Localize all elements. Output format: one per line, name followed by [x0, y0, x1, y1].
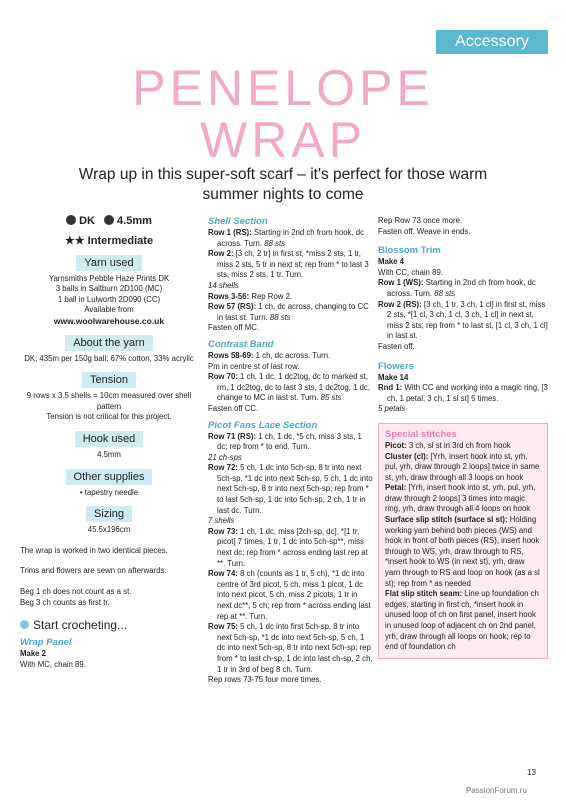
- subtitle: Wrap up in this super-soft scarf – it's perfect for those warm summer nights to come: [78, 166, 488, 203]
- picot-fans-heading: Picot Fans Lace Section: [208, 419, 318, 431]
- row-label: Row 71 (RS):: [208, 431, 257, 441]
- row-text: 5 ch, 1 dc into 5ch-sp, 8 tr into next 5ch-sp, *1 dc into next 5ch-sp, 5 ch, 1 dc into next 5ch-sp, 8 tr into next 5ch-sp; rep from * to last 5ch-sp, 1 dc into 5ch-sp, 2 ch, 1 tr in last dc. Turn.: [217, 463, 373, 515]
- row-label: Rnd 1:: [378, 383, 403, 393]
- row-count: 14 shells: [208, 280, 239, 290]
- stitch-text: 3 ch, sl st in 3rd ch from hook: [406, 440, 511, 450]
- instruction-row: [208, 527, 374, 569]
- instruction-row: [208, 249, 374, 281]
- instruction-row: [208, 292, 374, 303]
- trim-with: With CC, chain 89.: [378, 267, 443, 277]
- row-label: Row 72:: [208, 463, 238, 473]
- row-text: 1 ch, dc across. Turn.: [253, 350, 331, 360]
- sizing-text: 45.5x196cm: [87, 525, 131, 535]
- fasten-off-text: Fasten off MC.: [208, 323, 259, 333]
- stitch-label: Flat slip stitch seam:: [385, 589, 463, 599]
- instruction-row: [378, 300, 548, 342]
- instruction-row: [208, 569, 374, 622]
- flowers-make: Make 14: [378, 372, 409, 382]
- stitch-text: Holding working yarn behind both pieces (WS) and hook in front of both pieces (RS), insert hook through to WS, yrh, draw through to RS, *insert hook to WS (in next st), yrh, draw yarn through to RS and loop on hook (as a sl st); rep from * as needed: [385, 515, 540, 588]
- flowers-heading: Flowers: [378, 360, 414, 372]
- row-count: 85 sts: [320, 393, 342, 403]
- column-info: [20, 212, 198, 670]
- about-yarn-heading: About the yarn: [65, 335, 153, 351]
- row-text: 8 ch (counts as 1 tr, 5 ch), *1 dc into centre of 3rd picot, 5 ch, miss 1 picot, 1 dc into next picot, 5 ch, miss 2 picots, 1 tr in next dc**, 5 ch; rep from * across ending last rep at **. Turn.: [217, 569, 371, 621]
- stitch-definition: [385, 452, 541, 484]
- stitch-definition: [385, 589, 541, 653]
- row-label: Row 2:: [208, 249, 234, 259]
- difficulty-level: ★★ Intermediate: [64, 235, 154, 247]
- hook-used-text: 4.5mm: [97, 449, 121, 459]
- special-stitches-box: [378, 423, 548, 659]
- note-text: Beg 3 ch counts as first tr.: [20, 597, 110, 607]
- stitch-label: Surface slip stitch (surface sl st):: [385, 515, 508, 525]
- row-label: Rows 3-56:: [208, 291, 250, 301]
- row-count: 5 petals: [378, 404, 406, 414]
- instruction-row: [208, 372, 374, 404]
- about-yarn-text: DK; 435m per 150g ball; 67% cotton, 33% acrylic: [24, 353, 194, 363]
- row-label: Row 70:: [208, 372, 238, 382]
- stitch-label: Picot:: [385, 440, 407, 450]
- row-count: 88 sts: [434, 288, 456, 298]
- instruction-row: [378, 383, 548, 404]
- pattern-title-line2: WRAP: [200, 112, 366, 168]
- tension-note: Tension is not critical for this project.: [46, 412, 172, 422]
- column-instructions: [208, 216, 374, 686]
- row-label: Row 75:: [208, 622, 238, 632]
- instruction-note: Rep rows 73-75 four more times.: [208, 675, 322, 685]
- row-label: Row 1 (RS):: [208, 228, 252, 237]
- instruction-row: [208, 351, 374, 362]
- row-count: 88 sts: [269, 312, 291, 322]
- row-label: Row 73:: [208, 526, 238, 536]
- yarn-line: 1 ball in Lulworth 2D090 (CC): [57, 294, 161, 304]
- stitch-definition: [385, 515, 541, 589]
- sizing-heading: Sizing: [86, 506, 132, 522]
- circle-bullet-icon: [20, 620, 29, 629]
- other-supplies-heading: Other supplies: [66, 469, 153, 485]
- stitch-label: Cluster (cl):: [385, 451, 429, 461]
- fasten-off-text: Fasten off. Weave in ends.: [378, 226, 471, 236]
- wrap-panel-make: Make 2: [20, 649, 47, 659]
- row-text: Starting in 2nd ch from hook, dc across. Turn.: [387, 278, 536, 298]
- row-text: With CC and working into a magic ring, [3 ch, 1 petal, 3 ch, 1 sl st] 5 times.: [387, 383, 548, 403]
- row-count: 21 ch-sps: [208, 452, 242, 462]
- row-text: Rep Row 2.: [249, 291, 293, 301]
- instruction-note: Pm in centre st of last row.: [208, 361, 300, 371]
- hook-size-icon: [104, 215, 114, 225]
- fasten-off-text: Fasten off.: [378, 341, 415, 351]
- stitch-label: Petal:: [385, 483, 407, 493]
- row-text: 1 ch, 1 dc, *5 ch, miss 3 sts, 1 dc; rep from * to end. Turn.: [217, 431, 362, 452]
- row-label: Row 74:: [208, 569, 238, 579]
- instruction-row: [378, 278, 548, 299]
- row-text: 5 ch, 1 dc into first 5ch-sp, 8 tr into next 5ch-sp, *1 dc into next 5ch-sp, 5 ch, 1 dc into next 5ch-sp, 8 tr into next 5ch-sp; rep from * to last ch-sp, 1 dc into last ch-sp, 2 ch, 1 tr in 3rd of beg 8 ch. Turn.: [217, 622, 373, 674]
- start-label: Start crocheting...: [33, 618, 128, 633]
- section-tag: Accessory: [436, 30, 548, 54]
- stitch-definition: [385, 483, 541, 515]
- yarn-line: Yarnsmiths Pebble Haze Prints DK: [48, 273, 170, 283]
- column-trims: [378, 216, 548, 659]
- instruction-note: Rep Row 73 once more.: [378, 216, 463, 225]
- row-text: Starting in 2nd ch from hook, dc across. Turn.: [217, 228, 364, 248]
- note-text: The wrap is worked in two identical pieces.: [20, 545, 168, 555]
- stitch-text: Line up foundation ch edges, starting in first ch, *insert hook in unused loop of ch on first panel, insert hook in unused loop of adjacent ch on 2nd panel, yrh, draw through all loops on hook; rep to end of foundation ch: [385, 589, 539, 652]
- wrap-panel-heading: Wrap Panel: [20, 637, 72, 649]
- fasten-off-text: Fasten off CC.: [208, 403, 259, 413]
- wrap-panel-with: With MC, chain 89.: [20, 659, 86, 669]
- row-label: Rows 58-69:: [208, 350, 254, 360]
- shell-section-heading: Shell Section: [208, 216, 268, 227]
- special-stitches-heading: Special stitches: [385, 428, 457, 440]
- row-text: [3 ch, 1 tr, 3 ch, 1 cl] in first st, miss 2 sts, *[1 cl, 3 ch, 1 cl, 3 ch, 1 cl] in next st, miss 2 sts; rep from * to last st, [1 cl, 3 ch, 1 cl] in last st.: [387, 299, 548, 341]
- stitch-text: [Yrh, insert hook into st, yrh, pul, yrh, draw through 2 loops] twice in same st, yrh, draw through all 3 loops on hook: [385, 451, 540, 482]
- hook-size: 4.5mm: [117, 215, 152, 227]
- row-text: 1 ch, dc across, changing to CC in last st. Turn.: [217, 302, 369, 322]
- instruction-row: [208, 622, 374, 675]
- row-count: 7 shells: [208, 516, 235, 526]
- row-label: Row 2 (RS):: [378, 299, 422, 309]
- tension-text: 9 rows x 3.5 shells = 10cm measured over shell pattern: [26, 391, 192, 411]
- start-crocheting-heading: [20, 618, 198, 632]
- spec-line: [20, 214, 198, 228]
- instruction-row: [208, 228, 374, 249]
- yarn-line: Available from: [84, 305, 134, 315]
- yarn-used-heading: Yarn used: [76, 255, 141, 271]
- note-text: Trims and flowers are sewn on afterwards.: [20, 566, 167, 576]
- instruction-row: [208, 302, 374, 323]
- weight-icon: [66, 215, 76, 225]
- supplier-website: www.woolwarehouse.co.uk: [53, 315, 165, 326]
- stitch-text: [Yrh, insert hook into st, yrh, pul, yrh, draw through 2 loops] 3 times into magic ring, yrh, draw through all 4 loops on hook: [385, 483, 536, 514]
- yarn-weight: DK: [79, 215, 95, 227]
- pattern-title-line1: PENELOPE: [132, 60, 434, 116]
- hook-used-heading: Hook used: [75, 431, 144, 447]
- row-text: 1 ch, 1 dc, miss [2ch-sp, dc], *[1 tr, picot] 7 times, 1 tr, 1 dc into 5ch-sp**, miss next dc; rep from * across ending last rep at **. Turn.: [217, 526, 368, 568]
- row-label: Row 57 (RS):: [208, 302, 257, 312]
- row-text: [3 ch, 2 tr] in first st, *miss 2 sts, 1 tr, miss 2 sts, 5 tr in next st; rep from * to last 3 sts, miss 2 sts, 1 tr. Turn.: [217, 249, 369, 280]
- contrast-band-heading: Contrast Band: [208, 338, 274, 350]
- instruction-row: [208, 463, 374, 516]
- row-label: Row 1 (WS):: [378, 278, 424, 288]
- tension-heading: Tension: [82, 372, 136, 388]
- trim-make: Make 4: [378, 257, 405, 267]
- yarn-line: 3 balls in Saltburn 2D100 (MC): [55, 284, 163, 294]
- row-count: 88 sts: [264, 238, 286, 248]
- other-supplies-text: • tapestry needle: [79, 487, 139, 497]
- note-text: Beg 1 ch does not count as a st.: [20, 586, 132, 596]
- row-text: 1 ch, 1 dc, 1 dc2tog, dc to marked st, rm, 1 dc2tog, dc to last 3 sts, 1 dc2tog, 1 dc, change to MC in last st. Turn.: [217, 372, 370, 403]
- page-number: 13: [527, 768, 536, 777]
- yarn-used-list: [20, 274, 198, 327]
- watermark: PassionForum.ru: [466, 786, 527, 795]
- instruction-row: [208, 432, 374, 453]
- stitch-definition: [385, 441, 541, 452]
- blossom-trim-heading: Blossom Trim: [378, 245, 441, 257]
